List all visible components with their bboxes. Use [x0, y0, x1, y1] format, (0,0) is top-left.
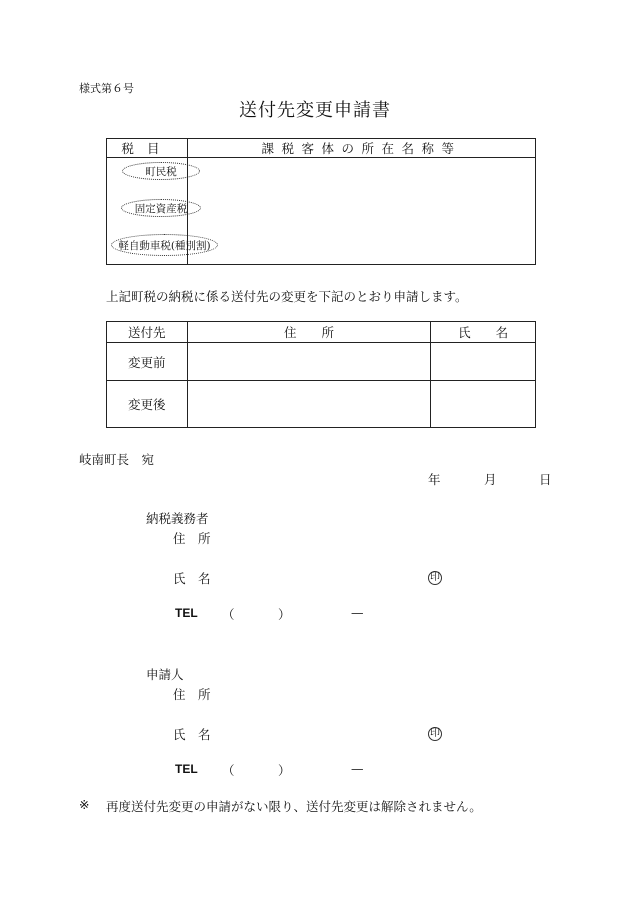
taxpayer-tel-dash: —: [351, 605, 364, 620]
applicant-tel-label: TEL: [175, 762, 198, 776]
taxpayer-heading: 納税義務者: [146, 511, 209, 526]
destination-table: [106, 321, 536, 428]
date-year-label: 年: [428, 472, 441, 487]
taxpayer-address-label: 住 所: [173, 531, 211, 546]
taxpayer-tel-label: TEL: [175, 606, 198, 620]
header-tax-subject: 課税客体の所在名称等: [188, 139, 536, 158]
header-tax-item: 税目: [107, 139, 188, 158]
header-address: 住 所: [187, 322, 431, 343]
applicant-heading: 申請人: [146, 667, 184, 682]
tax-type-municipal: 町民税: [122, 162, 200, 180]
seal-mark-icon: 印: [430, 728, 440, 739]
taxpayer-tel-open-paren: （: [222, 607, 235, 622]
applicant-address-label: 住 所: [173, 687, 211, 702]
tax-type-fixed-asset: 固定資産税: [121, 199, 201, 217]
header-destination: 送付先: [107, 322, 188, 343]
applicant-tel-dash: —: [351, 761, 364, 776]
application-statement: 上記町税の納税に係る送付先の変更を下記のとおり申請します。: [106, 289, 468, 304]
before-name-cell[interactable]: [431, 343, 536, 381]
tax-type-light-vehicle: 軽自動車税(種別割): [111, 234, 218, 256]
tax-table-header: [107, 139, 536, 158]
row-label-after: 変更後: [107, 381, 188, 428]
tax-types-cell: [107, 158, 211, 265]
table-row: [107, 381, 536, 428]
document-title: 送付先変更申請書: [239, 100, 391, 121]
table-row: [107, 343, 536, 381]
taxpayer-tel-close-paren: ）: [278, 607, 291, 622]
tax-table-body: [107, 158, 536, 265]
applicant-name-label: 氏 名: [173, 727, 211, 742]
row-label-before: 変更前: [107, 343, 188, 381]
footnote: 再度送付先変更の申請がない限り、送付先変更は解除されません。: [106, 799, 482, 814]
applicant-tel-close-paren: ）: [278, 763, 291, 778]
date-month-label: 月: [484, 472, 497, 487]
before-address-cell[interactable]: [187, 343, 431, 381]
header-name: 氏 名: [431, 322, 536, 343]
note-mark: ※: [79, 797, 90, 812]
form-number: 様式第６号: [79, 82, 134, 95]
after-address-cell[interactable]: [187, 381, 431, 428]
taxpayer-name-label: 氏 名: [173, 571, 211, 586]
seal-mark-icon: 印: [430, 572, 440, 583]
after-name-cell[interactable]: [431, 381, 536, 428]
date-day-label: 日: [539, 472, 552, 487]
addressee: 岐南町長 宛: [79, 452, 155, 467]
destination-table-header: [107, 322, 536, 343]
applicant-tel-open-paren: （: [222, 763, 235, 778]
tax-subject-table: [106, 138, 536, 265]
tax-subject-input-cell[interactable]: [188, 158, 536, 265]
